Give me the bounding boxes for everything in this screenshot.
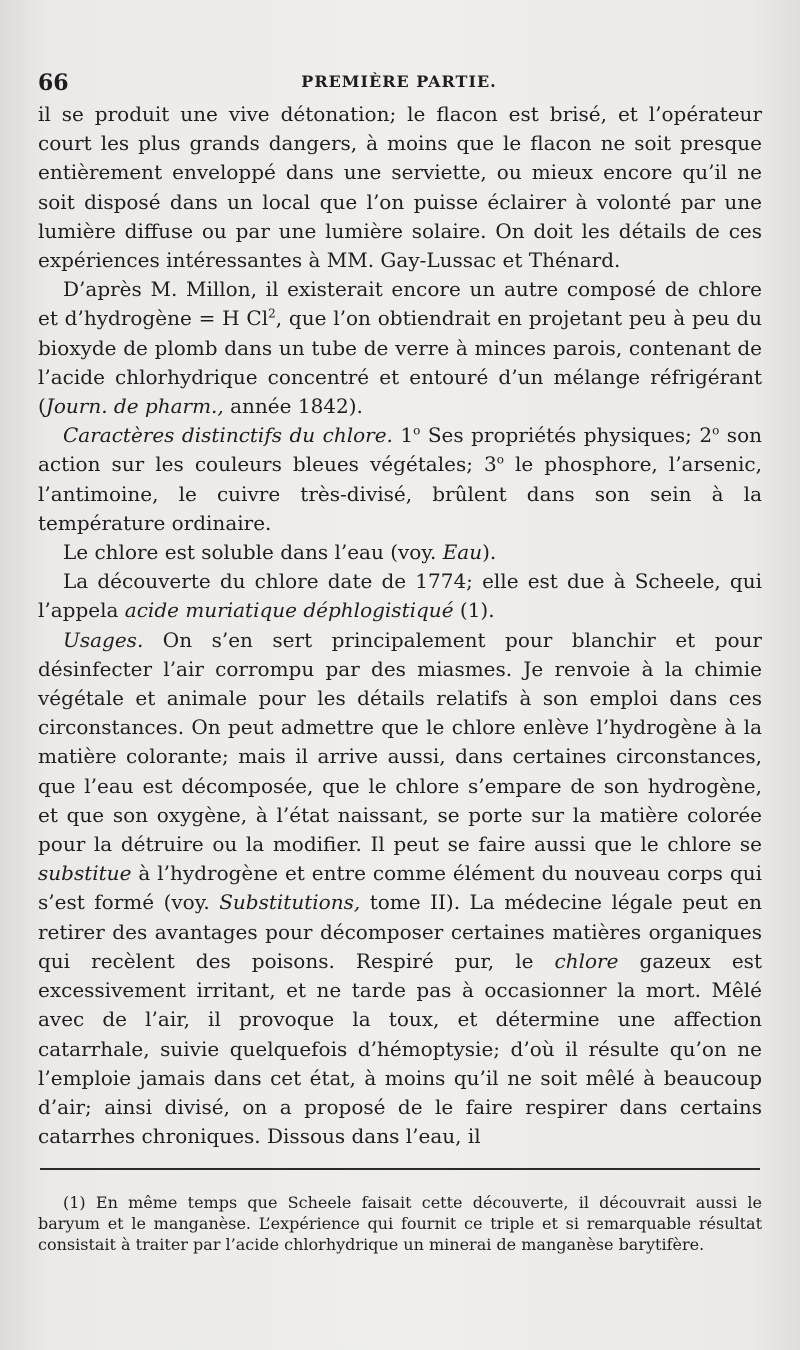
paragraph (38, 421, 762, 538)
text-run: année 1842). (223, 394, 363, 419)
superscript: o (496, 452, 504, 467)
body-text (38, 100, 762, 1151)
paragraph (38, 100, 762, 275)
paragraph (38, 538, 762, 567)
italic-text: chlore (554, 948, 619, 973)
italic-text: Eau (442, 540, 483, 565)
text-run: La découverte du chlore date de 1774; elle est due à Scheele, qui l’appela (38, 569, 762, 623)
text-run: 1 (392, 423, 414, 448)
text-run: tome II). La médecine légale peut en retirer des avantages pour décomposer certaines matières organiques qui recèlent des poisons. Respiré pur, le (38, 890, 762, 973)
text-run: , que l’on obtiendrait en projetant peu à peu du bioxyde de plomb dans un tube de verre à minces parois, contenant de l’acide chlorhydrique concentré et entouré d’un mélange réfrigérant ( (38, 306, 762, 419)
italic-text: Caractères distinctifs du chlore. (63, 423, 393, 448)
text-run: à l’hydrogène et entre comme élément du nouveau corps qui s’est formé (voy. (38, 861, 762, 915)
superscript: 2 (268, 306, 276, 321)
text-run: On s’en sert principalement pour blanchir et pour désinfecter l’air corrompu par des miasmes. Je renvoie à la chimie végétale et animale pour les détails relatifs à son emploi dans ces circonstances. On peut admettre que le chlore enlève l’hydrogène à la matière colorante; mais il arrive aussi, dans certaines circonstances, que l’eau est décomposée, que le chlore s’empare de son hydrogène, et que son oxygène, à l’état naissant, se porte sur la matière colorée pour la détruire ou la modifier. Il peut se faire aussi que le chlore se (38, 627, 762, 857)
superscript: o (712, 423, 720, 438)
italic-text: Usages. (63, 627, 144, 652)
paragraph (38, 275, 762, 421)
footnote: (1) En même temps que Scheele faisait cette découverte, il découvrait aussi le baryum et le manganèse. L’expérience qui fournit ce triple et si remarquable résultat consistait à traiter par l’acide chlorhydrique un minerai de manganèse barytifère. (38, 1193, 762, 1254)
text-run: (1). (453, 598, 495, 623)
text-run: D’après M. Millon, il existerait encore un autre composé de chlore et d’hydrogène = H Cl (38, 277, 762, 331)
text-run: ). (482, 540, 497, 565)
text-run: le phosphore, l’arsenic, l’antimoine, le cuivre très-divisé, brûlent dans son sein à la température ordinaire. (38, 452, 762, 535)
text-run: Ses propriétés physiques; 2 (420, 423, 713, 448)
text-run: gazeux est excessivement irritant, et ne tarde pas à occasionner la mort. Mêlé avec de l’air, il provoque la toux, et détermine une affection catarrhale, suivie quelquefois d’hémoptysie; d’où il résulte qu’on ne l’emploie jamais dans cet état, à moins qu’il ne soit mêlé à beaucoup d’air; ainsi divisé, on a proposé de le faire respirer dans certains catarrhes chroniques. Dissous dans l’eau, il (38, 948, 762, 1149)
paragraph (38, 626, 762, 1152)
text-run: Le chlore est soluble dans l’eau (voy. (63, 540, 443, 565)
text-run: son action sur les couleurs bleues végétales; 3 (38, 423, 762, 477)
paragraph (38, 567, 762, 625)
italic-text: Substitutions, (219, 890, 361, 915)
page-number: 66 (38, 70, 69, 96)
running-head: PREMIÈRE PARTIE. (301, 72, 497, 91)
page-header (38, 70, 760, 98)
footnote-rule (40, 1168, 760, 1170)
italic-text: substitue (38, 861, 132, 886)
italic-text: Journ. de pharm., (45, 394, 224, 419)
italic-text: acide muriatique déphlogistiqué (124, 598, 454, 623)
text-run: il se produit une vive détonation; le flacon est brisé, et l’opérateur court les plus grands dangers, à moins que le flacon ne soit presque entièrement enveloppé dans une serviette, ou mieux encore qu’il ne soit disposé dans un local que l’on puisse éclairer à volonté par une lumière diffuse ou par une lumière solaire. On doit les détails de ces expériences intéressantes à MM. Gay-Lussac et Thénard. (38, 102, 762, 273)
superscript: o (413, 423, 421, 438)
